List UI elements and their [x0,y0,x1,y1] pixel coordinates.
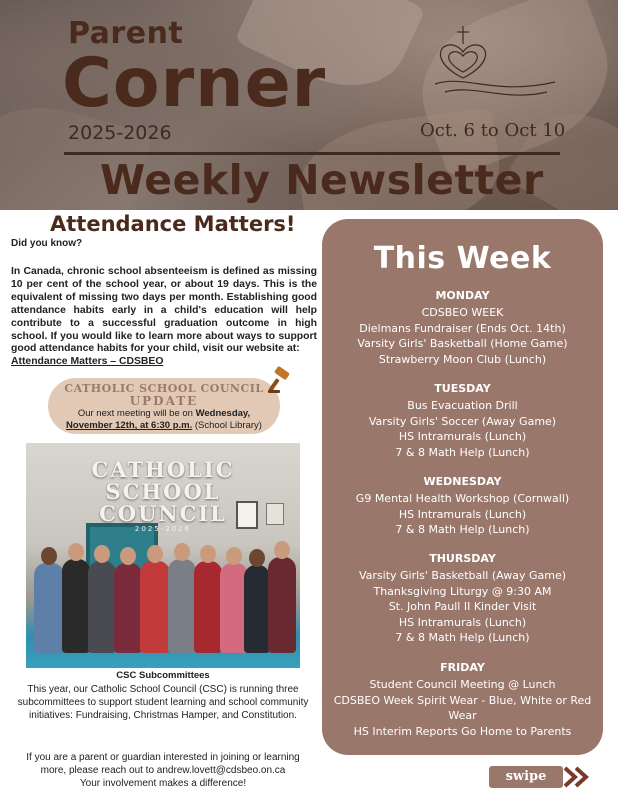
double-chevron-right-icon[interactable] [562,765,592,789]
day-friday [322,661,603,739]
event-item: HS Interim Reports Go Home to Parents [353,724,572,738]
csc-update-label: UPDATE [129,394,199,408]
event-item: HS Intramurals (Lunch) [398,615,527,629]
event-item: Varsity Girls' Basketball (Away Game) [358,569,566,582]
photo-title-line: CATHOLIC [91,457,235,482]
day-name: TUESDAY [434,382,491,395]
day-monday [322,289,603,367]
day-wednesday [322,475,603,538]
person-figure [194,561,222,653]
person-head [249,549,265,567]
attendance-intro: Did you know? [11,238,83,249]
person-head [120,547,136,565]
person-figure [88,561,116,653]
event-item: CDSBEO Week Spirit Wear - Blue, White or Red Wear [333,693,592,723]
attendance-body: In Canada, chronic school absenteeism is defined as missing 10 per cent of the school year, or about 19 days. This is the equivalent of missing two days per month. Establishing good attendance habits early in a child's education will help contribute to a successful graduation outcome in high school. If you would like to learn more about ways to support good attendance habits for your child, visit our website at: [11,266,317,355]
day-name: MONDAY [435,289,490,302]
event-item: CDSBEO WEEK [421,306,504,319]
weekly-newsletter-title: Weekly Newsletter [100,156,544,204]
person-figure [62,559,90,653]
event-item: Varsity Girls' Basketball (Home Game) [357,337,568,351]
person-head [147,545,163,563]
event-item: Varsity Girls' Soccer (Away Game) [368,414,557,428]
this-week-title: This Week [373,241,552,276]
photo-year: 2025-2026 [134,525,192,533]
csc-update-box [48,378,280,434]
header-parent-label: Parent [68,16,184,51]
header-banner [0,0,618,210]
this-week-panel [322,219,603,755]
heart-cross-emblem-icon [415,22,565,112]
event-item: Dielmans Fundraiser (Ends Oct. 14th) [359,321,566,335]
subcommittees-body: This year, our Catholic School Council (CSC) is running three subcommittees to support student learning and school community initiatives: Fundraising, Christmas Hamper, and Constitution. [17,684,309,721]
csc-text-before: Our next meeting will be on [77,408,193,419]
csc-text-date: November 12th, at 6:30 p.m. [66,420,193,431]
event-item: G9 Mental Health Workshop (Cornwall) [355,492,570,505]
newsletter-dates: Oct. 6 to Oct 10 [420,120,566,141]
person-head [174,543,190,561]
csc-meeting-text [60,408,268,432]
person-head [200,545,216,563]
swipe-button[interactable]: swipe [489,766,563,788]
person-figure [114,563,142,653]
event-item: Strawberry Moon Club (Lunch) [378,352,547,366]
closing-text: Your involvement makes a difference! [79,778,247,789]
subcommittees-contact [16,751,310,790]
event-item: HS Intramurals (Lunch) [398,507,527,521]
subcommittees-title: CSC Subcommittees [116,670,210,681]
event-item: HS Intramurals (Lunch) [398,430,527,444]
event-item: 7 & 8 Math Help (Lunch) [395,523,530,537]
csc-text-day: Wednesday, [195,408,251,419]
event-item: Student Council Meeting @ Lunch [369,678,556,691]
person-figure [168,559,196,653]
day-name: THURSDAY [429,552,496,565]
attendance-title: Attendance Matters! [50,212,296,236]
event-item: 7 & 8 Math Help (Lunch) [395,445,530,459]
header-corner-label: Corner [62,44,327,123]
contact-text: If you are a parent or guardian interested in joining or learning more, please reach out to andrew.lovett@cdsbeo.on.ca [26,752,300,776]
day-name: FRIDAY [440,661,485,674]
person-figure [244,565,270,653]
event-item: Thanksgiving Liturgy @ 9:30 AM [373,584,552,598]
person-figure [268,557,296,653]
person-head [41,547,57,565]
gavel-icon [266,366,294,394]
photo-title-line: COUNCIL [99,501,227,526]
person-figure [140,561,170,653]
person-head [94,545,110,563]
event-item: St. John Paull II Kinder Visit [388,600,537,614]
person-head [274,541,290,559]
event-item: Bus Evacuation Drill [407,399,518,412]
person-figure [34,563,64,653]
day-thursday [322,552,603,646]
school-year: 2025-2026 [68,122,172,144]
csc-text-location: (School Library) [194,420,262,431]
csc-group-photo [26,443,300,668]
day-tuesday [322,382,603,460]
header-divider [64,152,560,155]
csc-heading: CATHOLIC SCHOOL COUNCIL [64,382,264,395]
person-head [68,543,84,561]
attendance-link[interactable]: Attendance Matters – CDSBEO [11,356,164,367]
event-item: 7 & 8 Math Help (Lunch) [395,631,530,645]
photo-title-line: SCHOOL [105,479,221,504]
day-name: WEDNESDAY [423,475,502,488]
person-head [226,547,242,565]
